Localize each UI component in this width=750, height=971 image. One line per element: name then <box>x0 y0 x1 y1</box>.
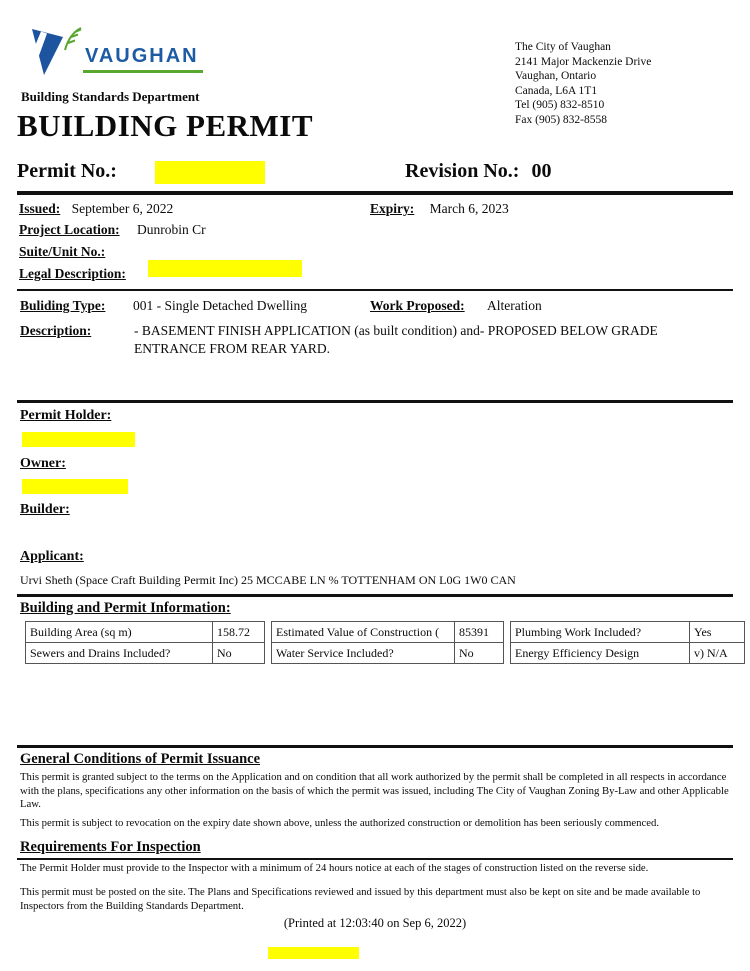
divider-conditions <box>17 745 733 748</box>
info-cell-label: Building Area (sq m) <box>26 622 213 643</box>
info-cell-label: Estimated Value of Construction ( <box>272 622 455 643</box>
address-line: Tel (905) 832-8510 <box>515 99 605 112</box>
info-cell-label: Sewers and Drains Included? <box>26 643 213 664</box>
permit-no-redaction <box>155 161 265 184</box>
revision-no <box>405 160 551 183</box>
revision-no-value: 00 <box>531 160 552 182</box>
info-cell-value: No <box>455 643 504 664</box>
address-line: 2141 Major Mackenzie Drive <box>515 55 652 68</box>
logo-wordmark: VAUGHAN <box>85 45 199 67</box>
project-location-label: Project Location: <box>19 222 120 237</box>
address-line: Canada, L6A 1T1 <box>515 84 598 97</box>
info-subtable-2 <box>271 621 504 664</box>
owner-redaction <box>22 479 128 494</box>
info-cell-value: Yes <box>690 622 745 643</box>
applicant-value: Urvi Sheth (Space Craft Building Permit Inc) 25 MCCABE LN % TOTTENHAM ON L0G 1W0 CAN <box>20 573 516 587</box>
work-proposed-label: Work Proposed: <box>370 298 465 313</box>
info-heading: Building and Permit Information: <box>20 600 231 616</box>
table-row <box>26 622 265 643</box>
table-row <box>511 622 745 643</box>
builder-label: Builder: <box>20 502 70 517</box>
gc-paragraph-1: This permit is granted subject to the terms on the Application and on condition that all work authorized by the permit shall be completed in all respects in accordance with the plans, specifications any other information on the basis of which the permit was issued, including The City of Vaughan Zoning By-Law and other Applicable Law. <box>20 771 729 811</box>
project-location-field <box>19 222 206 238</box>
legal-description-field <box>19 266 126 282</box>
expiry-field <box>370 201 509 217</box>
table-row <box>26 643 265 664</box>
address-line: Fax (905) 832-8558 <box>515 113 607 126</box>
inspection-paragraph-2: This permit must be posted on the site. The Plans and Specifications reviewed and issued by this department must also be kept on site and be made available to Inspectors from the Building Standards Department. <box>20 886 701 912</box>
divider-permit-row <box>17 191 733 195</box>
address-line: The City of Vaughan <box>515 41 611 53</box>
department-label: Building Standards Department <box>21 89 200 104</box>
divider-inspection <box>17 858 733 860</box>
logo-underline <box>83 70 203 73</box>
address-block <box>515 40 651 128</box>
expiry-value: March 6, 2023 <box>429 201 509 216</box>
suite-unit-label: Suite/Unit No.: <box>19 244 106 259</box>
divider-details <box>17 289 733 291</box>
info-table <box>25 621 745 664</box>
legal-description-label: Legal Description: <box>19 266 126 281</box>
permit-holder-redaction <box>22 432 135 447</box>
gc-paragraph-2: This permit is subject to revocation on the expiry date shown above, unless the authorized construction or demolition has been seriously commenced. <box>20 817 660 829</box>
expiry-label: Expiry: <box>370 201 415 216</box>
requirements-heading: Requirements For Inspection <box>20 839 201 855</box>
info-cell-value: 85391 <box>455 622 504 643</box>
general-conditions-heading: General Conditions of Permit Issuance <box>20 751 261 767</box>
info-subtable-1 <box>25 621 265 664</box>
suite-unit-field <box>19 244 105 260</box>
description-label: Description: <box>20 323 92 338</box>
table-row <box>272 643 504 664</box>
issued-value: September 6, 2022 <box>71 201 174 216</box>
divider-parties <box>17 400 733 403</box>
info-cell-label: Plumbing Work Included? <box>511 622 690 643</box>
info-subtable-3 <box>510 621 745 664</box>
printed-timestamp: (Printed at 12:03:40 on Sep 6, 2022) <box>283 916 467 930</box>
info-cell-value: 158.72 <box>213 622 265 643</box>
info-cell-value: v) N/A <box>690 643 745 664</box>
address-line: Vaughan, Ontario <box>515 70 597 83</box>
table-row <box>511 643 745 664</box>
table-row <box>272 622 504 643</box>
revision-no-label: Revision No.: <box>405 160 520 182</box>
issued-label: Issued: <box>19 201 61 216</box>
owner-label: Owner: <box>20 456 66 471</box>
info-cell-value: No <box>213 643 265 664</box>
info-cell-label: Water Service Included? <box>272 643 455 664</box>
description-value: - BASEMENT FINISH APPLICATION (as built condition) and- PROPOSED BELOW GRADE ENTRANCE FROM REAR YARD. <box>134 323 658 356</box>
page-title: BUILDING PERMIT <box>17 108 314 143</box>
building-type-value: 001 - Single Detached Dwelling <box>133 298 307 313</box>
inspection-paragraph-1: The Permit Holder must provide to the Inspector with a minimum of 24 hours notice at each of the stages of construction listed on the reverse side. <box>20 862 649 874</box>
permit-no-label: Permit No.: <box>17 160 117 182</box>
info-cell-label: Energy Efficiency Design <box>511 643 690 664</box>
applicant-label: Applicant: <box>20 549 84 564</box>
footer-redaction <box>268 947 359 959</box>
building-type-label: Buliding Type: <box>20 298 106 313</box>
project-location-value: Dunrobin Cr <box>136 222 206 237</box>
vaughan-logo-graphic <box>28 26 208 80</box>
issued-field <box>19 201 173 217</box>
work-proposed-value: Alteration <box>487 298 542 313</box>
legal-description-redaction <box>148 260 302 277</box>
divider-info <box>17 594 733 597</box>
logo-leaf-icon <box>65 28 81 50</box>
vaughan-logo <box>28 26 208 85</box>
permit-holder-label: Permit Holder: <box>20 408 112 423</box>
